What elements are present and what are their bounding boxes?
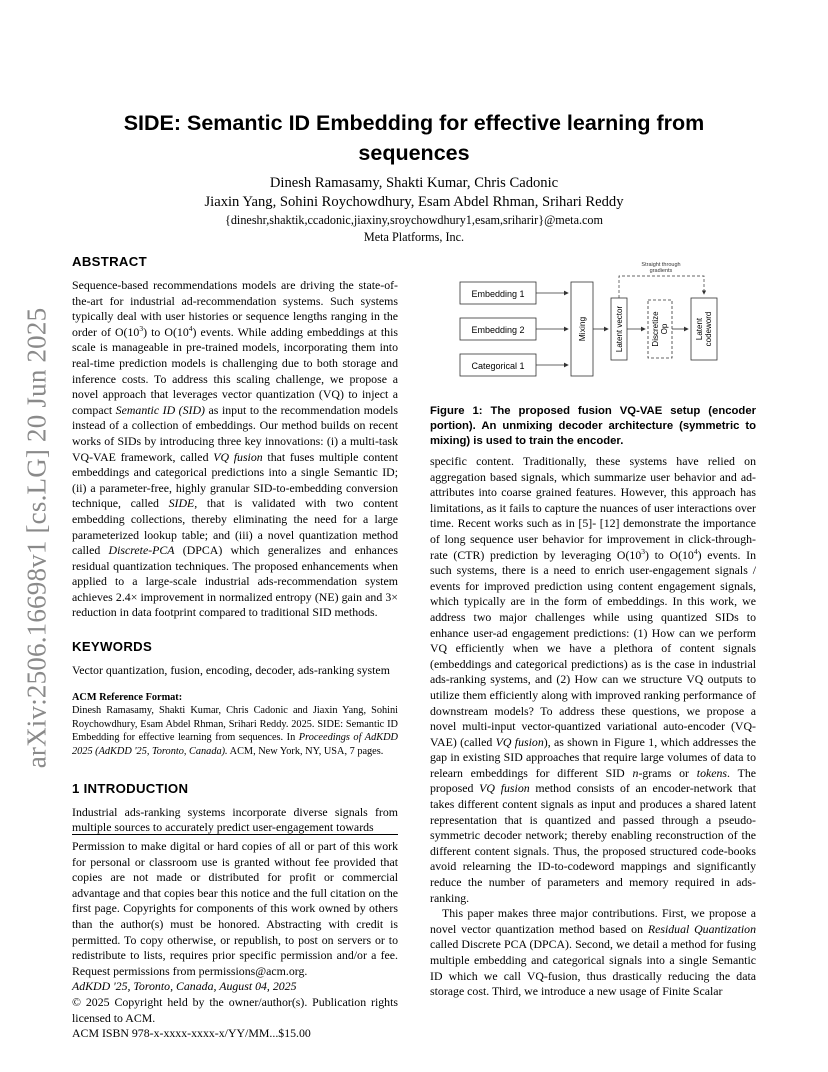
footnote-rule [72,834,398,835]
affiliation: Meta Platforms, Inc. [363,230,465,244]
arxiv-stamp [17,298,57,778]
mixing-label: Mixing [577,316,587,342]
permission-text: Permission to make digital or hard copies of all or part of this work for personal or classroom use is granted without fee provided that copies are not made or distributed for profit or commercial advantage and that copies bear this notice and the full citation on the first page. Copyrights for components of this work owned by others than the author(s) must be honored. Abstracting with credit is permitted. To copy otherwise, or republish, to post on servers or to redistribute to lists, requires prior specific permission and/or a fee. Request permissions from permissions@acm.org. [72,839,398,978]
straight-through-label-1: Straight through [641,262,681,268]
figure-1-caption: Figure 1: The proposed fusion VQ-VAE setup (encoder portion). An unmixing decoder architecture (symmetric to mixing) is used to train the encoder. [430,405,756,447]
latent-vector-label: Latent vector [615,305,624,353]
intro-heading: 1 INTRODUCTION [72,780,189,796]
paper-title: SIDE: Semantic ID Embedding for effective learning from sequences [123,111,705,165]
straight-through-path [619,276,704,298]
intro-paragraph-right: specific content. Traditionally, these systems have relied on aggregation based signals, which summarize user behavior and ad-attributes into coarse grained features. However, this approach has limitations, as it fails to capture the nuances of user interactions over time. Recent works such as in [5]- [12] demonstrate the importance of long sequence user behavior for improvement in click-through-rate (CTR) prediction by leveraging $O(10^3)$ to $O(10^4)$ events. In such systems, there is a need to enrich user-engagement signals / events for improved prediction using content engagement signals, which typically are in the form of embeddings. In this work, we address two major challenges while using quantized SIDs to enhance user-ad engagement predictions: (1) How can we perform VQ efficiently when we have a plethora of content signals (embeddings and categorical predictions) as is the case in industrial ads-ranking systems, and (2) How can we structure VQ outputs to utilize them efficiently along with improved ranking performance of downstream models? To address these questions, we propose a novel multi-input vector-quantized variational auto-encoder (VQ-VAE) (called VQ fusion), as shown in Figure 1, which addresses the gap in existing SID approaches that require large volumes of data to relearn embeddings for different SID n-grams or tokens. The proposed VQ fusion method consists of an encoder-network that takes different content signals as input and produces a shared latent representation that is quantized and passed through a pseudo-symmetric decoder network; thereby enabling reconstruction of the different content signals. Thus, the proposed structured code-books avoid relearning the ID-to-codeword mappings and significantly reduce the number of parameters and memory required in ads-ranking. [430,454,756,905]
copyright-line: © 2025 Copyright held by the owner/author(s). Publication rights licensed to ACM. [72,994,398,1025]
embedding-2-label: Embedding 2 [471,325,525,335]
latent-codeword-label-2: codeword [704,311,713,347]
abstract-text: Sequence-based recommendations models are driving the state-of-the-art for industrial ad-recommendation systems. Such systems typically deal with user histories or sequence lengths ranging in the order of $O(10^3)$ to $O(10^4)$ events. While adding embeddings at this scale is manageable in pre-trained models, incorporating them into real-time prediction models is challenging due to both storage and inference costs. To address this scaling challenge, we propose a novel approach that leverages vector quantization (VQ) to inject a compact Semantic ID (SID) as input to the recommendation models instead of a collection of embeddings. Our method builds on recent works of SIDs by introducing three key innovations: (i) a multi-task VQ-VAE framework, called VQ fusion that fuses multiple content embeddings and categorical predictions into a single Semantic ID; (ii) a parameter-free, highly granular SID-to-embedding conversion technique, called SIDE, that is validated with two content embedding collections, thereby eliminating the need for a large parameterized lookup table; and (iii) a novel quantization method called Discrete-PCA (DPCA) which generalizes and enhances residual quantization techniques. The proposed enhancements when applied to a large-scale industrial ads-recommendation system achieves 2.4× improvement in normalized entropy (NE) gain and 3× reduction in data footprint compared to traditional SID methods. [72,278,398,620]
permission-footnote [72,839,398,1042]
intro-paragraph-contributions: This paper makes three major contributions. First, we propose a novel vector quantization method based on Residual Quantization called Discrete PCA (DPCA). Second, we detail a method for fusing multiple embedding and categorical signals into a single Semantic ID which we call VQ-fusion, thus drastically reducing the data storage cost. Third, we introduce a new usage of Finite Scalar [430,906,756,999]
left-column [72,254,398,836]
keywords-text: Vector quantization, fusion, encoding, decoder, ads-ranking system [72,663,390,678]
venue-line: AdKDD '25, Toronto, Canada, August 04, 2025 [72,979,297,994]
discretize-label-1: Discretize [651,311,660,347]
discretize-label-2: Op [660,323,669,335]
categorical-1-label: Categorical 1 [471,361,525,371]
arxiv-id: arXiv:2506.16698v1 [cs.LG] 20 Jun 2025 [21,307,52,769]
acm-reference-label: ACM Reference Format: [72,691,183,703]
right-column [430,454,756,1000]
acm-reference: ACM Reference Format: Dinesh Ramasamy, Shakti Kumar, Chris Cadonic and Jiaxin Yang, Sohini Roychowdhury, Esam Abdel Rhman, Srihari Reddy. 2025. SIDE: Semantic ID Embedding for effective learning from sequences. In Proceedings of AdKDD 2025 (AdKDD '25, Toronto, Canada). ACM, New York, NY, USA, 7 pages. [72,691,398,758]
intro-paragraph-left: Industrial ads-ranking systems incorporate diverse signals from multiple sources to accurately predict user-engagement towards [72,804,398,835]
isbn-line: ACM ISBN 978-x-xxxx-xxxx-x/YY/MM...$15.00 [72,1026,311,1041]
author-emails: {dineshr,shaktik,ccadonic,jiaxiny,sroychowdhury1,esam,sriharir}@meta.com [224,213,604,227]
abstract-heading: ABSTRACT [72,254,147,269]
keywords-heading: KEYWORDS [72,639,153,655]
figure-1-diagram [440,260,746,400]
latent-codeword-label-1: Latent [695,317,704,341]
straight-through-label-2: gradients [649,268,673,274]
authors-line-1: Dinesh Ramasamy, Shakti Kumar, Chris Cadonic [269,175,559,191]
authors-line-2: Jiaxin Yang, Sohini Roychowdhury, Esam Abdel Rhman, Srihari Reddy [204,194,624,210]
author-list [90,174,738,212]
embedding-1-label: Embedding 1 [471,289,525,299]
